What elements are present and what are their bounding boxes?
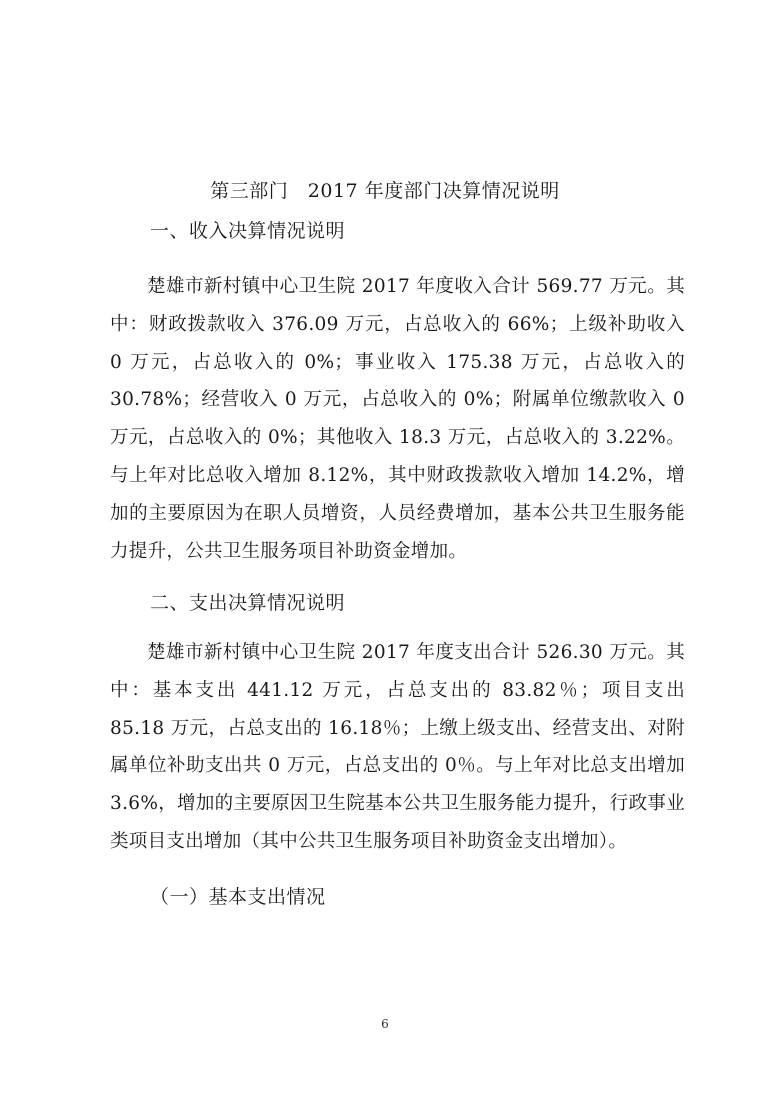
- paragraph-income: 楚雄市新村镇中心卫生院 2017 年度收入合计 569.77 万元。其中：财政拨款收入 376.09 万元，占总收入的 66%；上级补助收入 0 万元，占总收入的 0%；事业收入 175.38 万元，占总收入的 30.78%；经营收入 0 万元，占总收入的 0%；附属单位缴款收入 0 万元，占总收入的 0%；其他收入 18.3 万元，占总收入的 3.22%。与上年对比总收入增加 8.12%，其中财政拨款收入增加 14.2%，增加的主要原因为在职人员增资，人员经费增加，基本公共卫生服务能力提升，公共卫生服务项目补助资金增加。: [110, 276, 685, 562]
- document-title: 第三部门 2017 年度部门决算情况说明: [210, 180, 560, 202]
- page-number: 6: [381, 1017, 389, 1031]
- paragraph-expenditure: 楚雄市新村镇中心卫生院 2017 年度支出合计 526.30 万元。其中：基本支出 441.12 万元，占总支出的 83.82％；项目支出 85.18 万元，占总支出的 16.18％；上缴上级支出、经营支出、对附属单位补助支出共 0 万元，占总支出的 0％。与上年对比总支出增加 3.6%，增加的主要原因卫生院基本公共卫生服务能力提升，行政事业类项目支出增加（其中公共卫生服务项目补助资金支出增加）。: [110, 642, 685, 852]
- section-heading-expenditure: 二、支出决算情况说明: [150, 592, 346, 614]
- section-heading-income: 一、收入决算情况说明: [150, 220, 346, 242]
- subsection-heading-basic-expenditure: （一）基本支出情况: [150, 886, 326, 908]
